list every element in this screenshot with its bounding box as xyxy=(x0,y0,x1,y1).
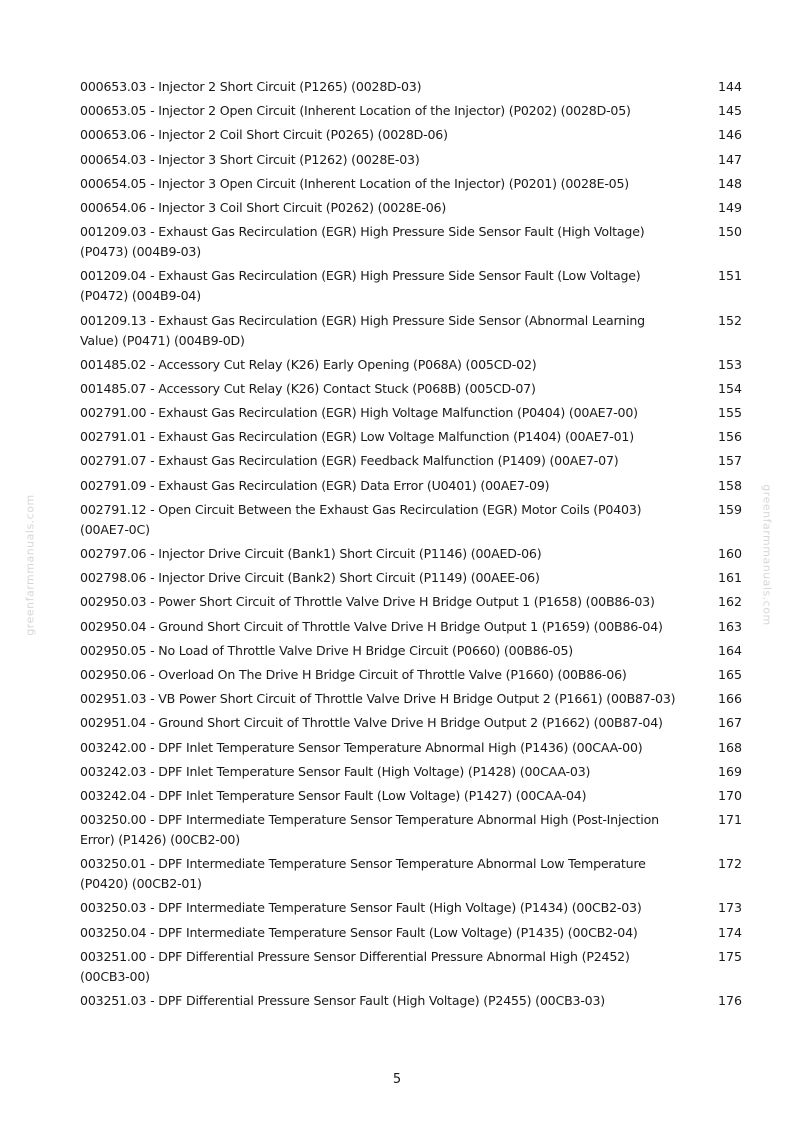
toc-entry[interactable] xyxy=(80,150,745,170)
toc-entry-title: 001209.04 - Exhaust Gas Recirculation (EGR) High Pressure Side Sensor Fault (Low Voltage) (P0472) (004B9-04) xyxy=(80,268,641,304)
toc-entry[interactable] xyxy=(80,592,745,612)
page-number: 5 xyxy=(392,1072,402,1087)
toc-entry-page-number: 166 xyxy=(717,691,742,707)
toc-entry[interactable] xyxy=(80,198,745,218)
toc-entry[interactable] xyxy=(80,617,745,637)
toc-entry[interactable] xyxy=(80,713,745,733)
toc-entry-page-number: 161 xyxy=(717,570,742,586)
toc-entry-page-number: 153 xyxy=(717,356,742,372)
toc-entry-title: 000653.06 - Injector 2 Coil Short Circuit (P0265) (0028D-06) xyxy=(80,127,448,143)
toc-entry[interactable] xyxy=(80,641,745,661)
toc-entry-title: 002791.01 - Exhaust Gas Recirculation (EGR) Low Voltage Malfunction (P1404) (00AE7-01) xyxy=(80,429,634,445)
toc-entry[interactable] xyxy=(80,222,745,262)
toc-entry[interactable] xyxy=(80,476,745,496)
watermark-right: greenfarmmanuals.com xyxy=(760,484,774,626)
toc-entry-title: 002798.06 - Injector Drive Circuit (Bank2) Short Circuit (P1149) (00AEE-06) xyxy=(80,570,540,586)
toc-entry-page-number: 171 xyxy=(717,812,742,828)
toc-entry-page-number: 164 xyxy=(717,642,742,658)
toc-entry[interactable] xyxy=(80,403,745,423)
toc-entry[interactable] xyxy=(80,101,745,121)
toc-entry-title: 003250.03 - DPF Intermediate Temperature Sensor Fault (High Voltage) (P1434) (00CB2-03) xyxy=(80,900,642,916)
toc-entry-page-number: 148 xyxy=(717,175,742,191)
toc-entry[interactable] xyxy=(80,544,745,564)
toc-entry-title: 002950.05 - No Load of Throttle Valve Drive H Bridge Circuit (P0660) (00B86-05) xyxy=(80,642,574,658)
toc-entry-title: 001485.02 - Accessory Cut Relay (K26) Early Opening (P068A) (005CD-02) xyxy=(80,356,537,372)
toc-entry[interactable] xyxy=(80,810,745,850)
toc-entry-title: 003250.01 - DPF Intermediate Temperature Sensor Temperature Abnormal Low Temperature (P0420) (00CB2-01) xyxy=(80,856,646,892)
toc-entry-title: 003250.04 - DPF Intermediate Temperature Sensor Fault (Low Voltage) (P1435) (00CB2-04) xyxy=(80,924,638,940)
toc-entry-title: 001485.07 - Accessory Cut Relay (K26) Contact Stuck (P068B) (005CD-07) xyxy=(80,380,536,396)
toc-entry-title: 000654.06 - Injector 3 Coil Short Circuit (P0262) (0028E-06) xyxy=(80,199,447,215)
toc-entry[interactable] xyxy=(80,665,745,685)
toc-entry-title: 002950.06 - Overload On The Drive H Bridge Circuit of Throttle Valve (P1660) (00B86-06) xyxy=(80,666,627,682)
toc-entry-page-number: 156 xyxy=(717,429,742,445)
toc-entry-page-number: 145 xyxy=(717,103,742,119)
toc-entry[interactable] xyxy=(80,451,745,471)
toc-entry[interactable] xyxy=(80,266,745,306)
toc-entry-page-number: 159 xyxy=(717,501,742,517)
toc-entry-page-number: 165 xyxy=(717,666,742,682)
toc-entry-page-number: 154 xyxy=(717,380,742,396)
toc-entry-page-number: 160 xyxy=(717,546,742,561)
toc-entry[interactable] xyxy=(80,738,745,758)
watermark-left: greenfarmmanuals.com xyxy=(23,494,37,636)
toc-entry-title: 002791.00 - Exhaust Gas Recirculation (EGR) High Voltage Malfunction (P0404) (00AE7-00) xyxy=(80,405,638,421)
toc-entry-title: 000653.05 - Injector 2 Open Circuit (Inherent Location of the Injector) (P0202) (0028D-05) xyxy=(80,103,631,119)
toc-entry[interactable] xyxy=(80,174,745,194)
toc-entry-page-number: 163 xyxy=(717,618,742,634)
toc-entry-page-number: 157 xyxy=(717,453,742,469)
toc-entry-page-number: 168 xyxy=(717,739,742,755)
toc-entry[interactable] xyxy=(80,898,745,918)
toc-entry-title: 002951.03 - VB Power Short Circuit of Throttle Valve Drive H Bridge Output 2 (P1661) (00B87-03) xyxy=(80,691,676,707)
toc-entry[interactable] xyxy=(80,77,745,97)
toc-entry-title: 001209.13 - Exhaust Gas Recirculation (EGR) High Pressure Side Sensor (Abnormal Learning Value) (P0471) (004B9-0D) xyxy=(80,312,645,348)
toc-entry[interactable] xyxy=(80,355,745,375)
toc-entry-title: 002797.06 - Injector Drive Circuit (Bank1) Short Circuit (P1146) (00AED-06) xyxy=(80,546,542,561)
toc-entry-page-number: 176 xyxy=(717,993,742,1008)
toc-entry-page-number: 155 xyxy=(717,405,742,421)
toc-entry-page-number: 158 xyxy=(717,477,742,493)
toc-entry-title: 003242.03 - DPF Inlet Temperature Sensor Fault (High Voltage) (P1428) (00CAA-03) xyxy=(80,763,591,779)
toc-entry[interactable] xyxy=(80,947,745,987)
toc-entry-title: 002791.07 - Exhaust Gas Recirculation (EGR) Feedback Malfunction (P1409) (00AE7-07) xyxy=(80,453,619,469)
toc-entry-title: 002950.04 - Ground Short Circuit of Throttle Valve Drive H Bridge Output 1 (P1659) (00B86-04) xyxy=(80,618,663,634)
toc-entry-title: 002791.09 - Exhaust Gas Recirculation (EGR) Data Error (U0401) (00AE7-09) xyxy=(80,477,550,493)
toc-entry-title: 002791.12 - Open Circuit Between the Exhaust Gas Recirculation (EGR) Motor Coils (P0403) (00AE7-0C) xyxy=(80,501,642,537)
toc-entry-page-number: 152 xyxy=(717,312,742,328)
toc-entry-title: 003242.04 - DPF Inlet Temperature Sensor Fault (Low Voltage) (P1427) (00CAA-04) xyxy=(80,787,587,803)
toc-entry-page-number: 174 xyxy=(717,924,742,940)
toc-entry[interactable] xyxy=(80,854,745,894)
toc-entry[interactable] xyxy=(80,379,745,399)
toc-entry-title: 000654.05 - Injector 3 Open Circuit (Inherent Location of the Injector) (P0201) (0028E-05) xyxy=(80,175,630,191)
toc-entry[interactable] xyxy=(80,500,745,540)
toc-entry-title: 002950.03 - Power Short Circuit of Throttle Valve Drive H Bridge Output 1 (P1658) (00B86-03) xyxy=(80,594,655,610)
toc-entry-page-number: 147 xyxy=(717,151,742,167)
toc-entry[interactable] xyxy=(80,689,745,709)
toc-entry-page-number: 175 xyxy=(717,948,742,964)
toc-entry-page-number: 149 xyxy=(717,199,742,215)
toc-entry-title: 003242.00 - DPF Inlet Temperature Sensor Temperature Abnormal High (P1436) (00CAA-00) xyxy=(80,739,643,755)
toc-entry-page-number: 169 xyxy=(717,763,742,779)
toc-entry[interactable] xyxy=(80,762,745,782)
toc-entry-page-number: 144 xyxy=(717,79,742,94)
toc-entry-page-number: 167 xyxy=(717,715,742,731)
toc-entry-title: 000654.03 - Injector 3 Short Circuit (P1262) (0028E-03) xyxy=(80,151,420,167)
toc-entry[interactable] xyxy=(80,923,745,943)
toc-entry-title: 003251.03 - DPF Differential Pressure Sensor Fault (High Voltage) (P2455) (00CB3-03) xyxy=(80,993,606,1008)
toc-entry-title: 001209.03 - Exhaust Gas Recirculation (EGR) High Pressure Side Sensor Fault (High Voltage) (P0473) (004B9-03) xyxy=(80,224,645,260)
toc-entry[interactable] xyxy=(80,786,745,806)
toc-entry[interactable] xyxy=(80,125,745,145)
toc-entry-page-number: 151 xyxy=(717,268,742,284)
toc-entry-page-number: 172 xyxy=(717,856,742,872)
toc-entry[interactable] xyxy=(80,991,745,1011)
toc-entry[interactable] xyxy=(80,311,745,351)
toc-entry-title: 000653.03 - Injector 2 Short Circuit (P1265) (0028D-03) xyxy=(80,79,422,94)
toc-entry-page-number: 146 xyxy=(717,127,742,143)
toc-entry[interactable] xyxy=(80,427,745,447)
toc-entry-title: 003250.00 - DPF Intermediate Temperature Sensor Temperature Abnormal High (Post-Injection Error) (P1426) (00CB2-00) xyxy=(80,812,659,848)
toc-entry[interactable] xyxy=(80,568,745,588)
toc-entry-title: 003251.00 - DPF Differential Pressure Sensor Differential Pressure Abnormal High (P2452) (00CB3-00) xyxy=(80,948,630,984)
toc-entry-page-number: 173 xyxy=(717,900,742,916)
toc-entry-page-number: 162 xyxy=(717,594,742,610)
toc-entry-page-number: 150 xyxy=(717,224,742,240)
table-of-contents xyxy=(80,77,745,1015)
toc-entry-page-number: 170 xyxy=(717,787,742,803)
toc-entry-title: 002951.04 - Ground Short Circuit of Throttle Valve Drive H Bridge Output 2 (P1662) (00B87-04) xyxy=(80,715,663,731)
